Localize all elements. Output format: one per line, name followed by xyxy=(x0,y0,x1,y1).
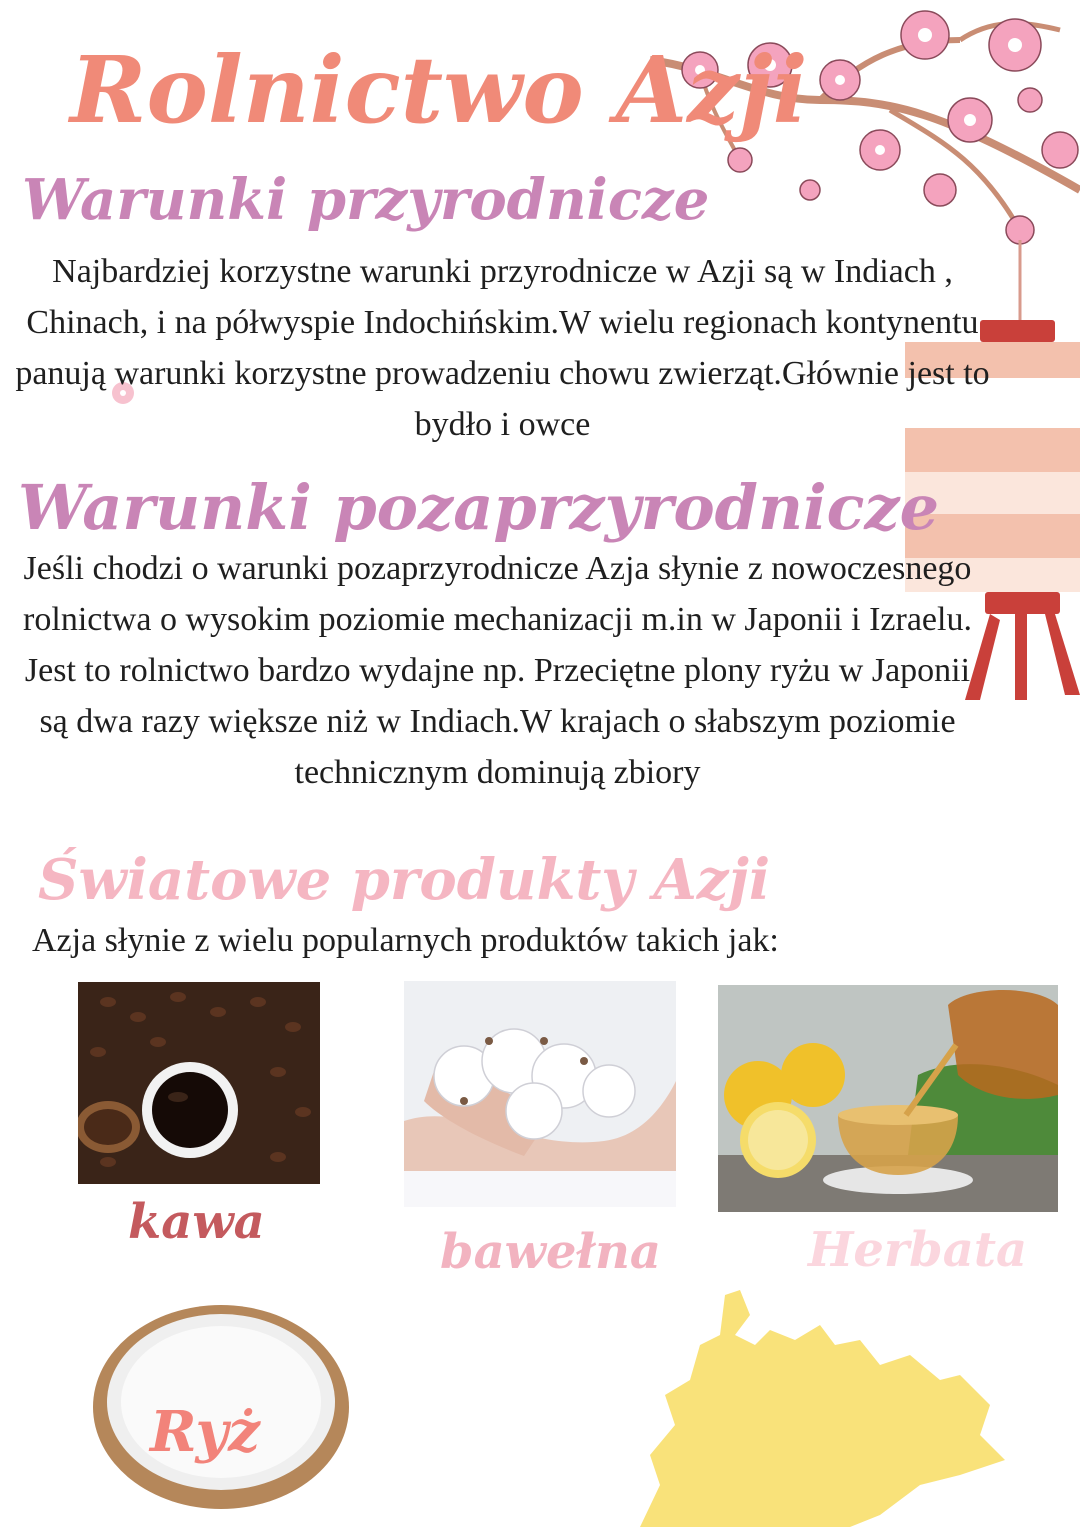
tea-photo xyxy=(718,985,1058,1212)
paragraph-nonnatural-conditions: Jeśli chodzi o warunki pozaprzyrodnicze Azja słynie z nowoczesnego rolnictwa o wysokim poziomie mechanizacji m.in w Japonii i Izraelu. Jest to rolnictwo bardzo wydajne np. Przeciętne plony ryżu w Japonii są dwa razy większe niż w Indiach.W krajach o słabszym poziomie technicznym dominują zbiory xyxy=(23,550,972,791)
heading-natural-conditions: Warunki przyrodnicze xyxy=(22,167,710,233)
cotton-photo xyxy=(404,981,676,1207)
caption-coffee: kawa xyxy=(128,1194,265,1250)
heading-world-products: Światowe produkty Azji xyxy=(38,847,771,913)
page-title: Rolnictwo Azji xyxy=(70,36,808,144)
caption-tea: Herbata xyxy=(808,1222,1028,1278)
caption-rice: Ryż xyxy=(150,1399,260,1465)
asia-map-icon xyxy=(620,1285,1020,1527)
paragraph-natural-conditions: Najbardziej korzystne warunki przyrodnicze w Azji są w Indiach , Chinach, i na półwyspie Indochińskim.W wielu regionach kontynentu panują warunki korzystne prowadzeniu chowu zwierząt.Głównie jest to bydło i owce xyxy=(15,253,990,443)
heading-nonnatural-conditions: Warunki pozaprzyrodnicze xyxy=(18,471,940,544)
caption-cotton: bawełna xyxy=(440,1224,661,1280)
coffee-photo xyxy=(78,982,320,1184)
paragraph-products-intro: Azja słynie z wielu popularnych produktów takich jak: xyxy=(32,922,779,959)
